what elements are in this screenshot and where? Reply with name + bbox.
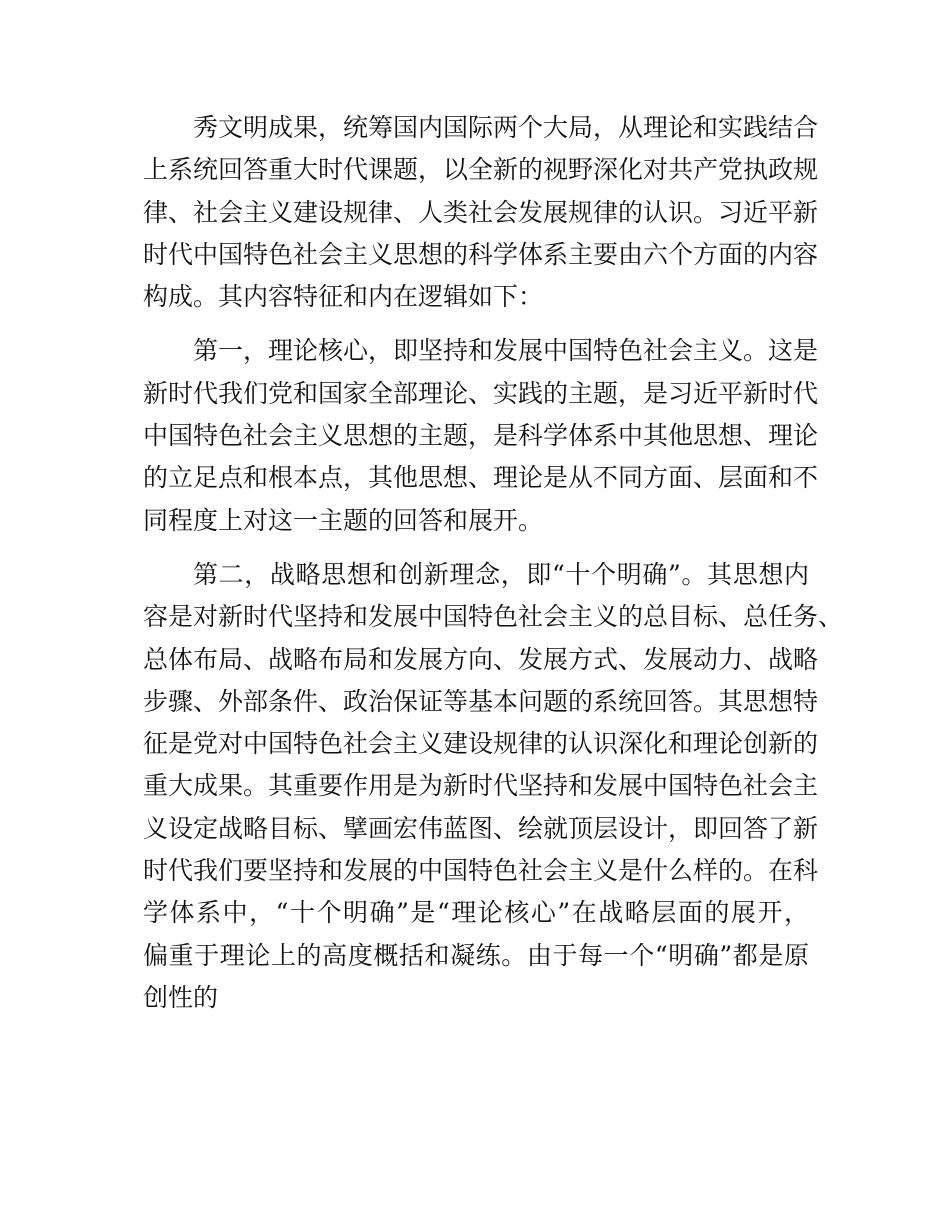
text-line: 同程度上对这一主题的回答和展开。	[143, 505, 544, 535]
text-line: 的立足点和根本点，其他思想、理论是从不同方面、层面和不	[143, 463, 819, 493]
text-line: 构成。其内容特征和内在逻辑如下：	[143, 282, 544, 312]
paragraph	[143, 107, 819, 318]
text-line: 创性的	[143, 982, 219, 1012]
text-line: 第二，战略思想和创新理念，即“十个明确”。其思想内	[193, 559, 809, 589]
text-line: 上系统回答重大时代课题，以全新的视野深化对共产党执政规	[143, 155, 819, 185]
document-page	[143, 107, 844, 1031]
text-line: 偏重于理论上的高度概括和凝练。由于每一个“明确”都是原	[143, 940, 809, 970]
text-line: 总体布局、战略布局和发展方向、发展方式、发展动力、战略	[143, 644, 819, 674]
text-line: 义设定战略目标、擘画宏伟蓝图、绘就顶层设计，即回答了新	[143, 813, 819, 843]
text-line: 第一，理论核心，即坚持和发展中国特色社会主义。这是	[193, 336, 819, 366]
paragraph	[143, 554, 844, 1019]
text-line: 时代中国特色社会主义思想的科学体系主要由六个方面的内容	[143, 239, 819, 269]
text-line: 律、社会主义建设规律、人类社会发展规律的认识。习近平新	[143, 197, 819, 227]
text-line: 时代我们要坚持和发展的中国特色社会主义是什么样的。在科	[143, 856, 819, 886]
text-line: 容是对新时代坚持和发展中国特色社会主义的总目标、总任务、	[143, 602, 844, 632]
text-line: 重大成果。其重要作用是为新时代坚持和发展中国特色社会主	[143, 771, 819, 801]
text-line: 学体系中，“十个明确”是“理论核心”在战略层面的展开，	[143, 898, 809, 928]
text-line: 中国特色社会主义思想的主题，是科学体系中其他思想、理论	[143, 421, 819, 451]
text-line: 征是党对中国特色社会主义建设规律的认识深化和理论创新的	[143, 729, 819, 759]
paragraph	[143, 330, 819, 541]
text-line: 步骤、外部条件、政治保证等基本问题的系统回答。其思想特	[143, 686, 819, 716]
text-line: 新时代我们党和国家全部理论、实践的主题，是习近平新时代	[143, 378, 819, 408]
text-line: 秀文明成果，统筹国内国际两个大局，从理论和实践结合	[193, 113, 819, 142]
